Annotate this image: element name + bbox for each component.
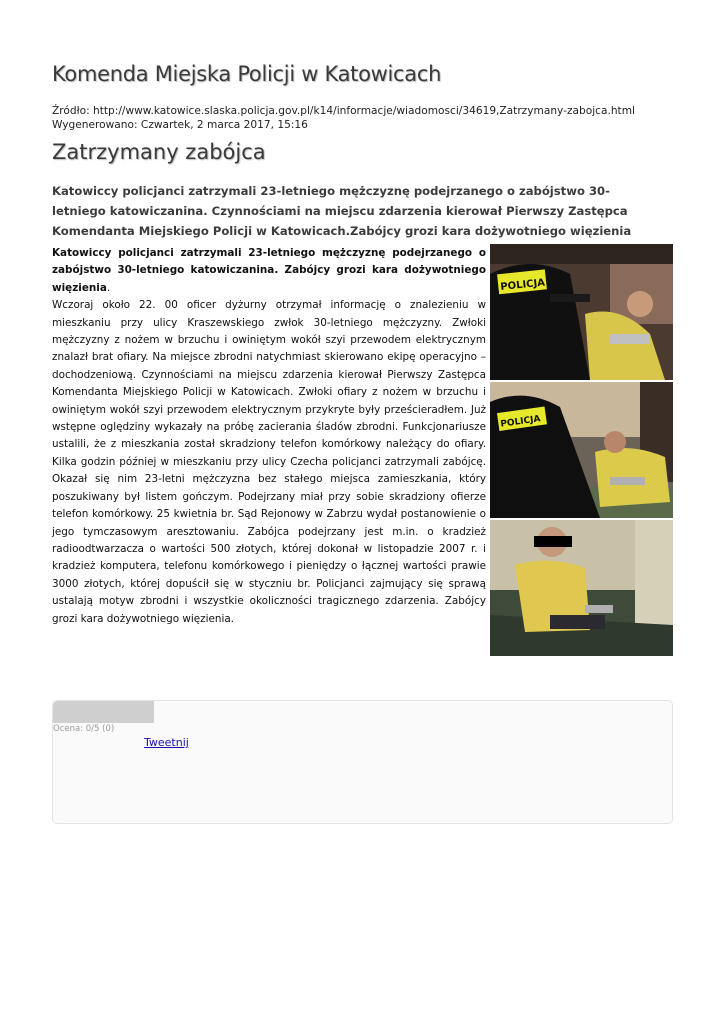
- article-body: [52, 245, 486, 628]
- photo-column: [490, 244, 673, 658]
- article-intro: [52, 245, 486, 297]
- police-label-2: POLICJA: [499, 414, 542, 430]
- site-title: Komenda Miejska Policji w Katowicach: [52, 62, 442, 86]
- photo-arrest-2[interactable]: [490, 382, 673, 518]
- article-title: Zatrzymany zabójca: [52, 140, 266, 164]
- source-url: Źródło: http://www.katowice.slaska.policja.gov.pl/k14/informacje/wiadomosci/34619,Zatrzymany-zabojca.html: [52, 105, 635, 117]
- generated-date: Wygenerowano: Czwartek, 2 marca 2017, 15:16: [52, 119, 308, 131]
- rating-stars[interactable]: [53, 701, 154, 723]
- intro-end: .: [106, 281, 111, 294]
- article-paragraph: Wczoraj około 22. 00 oficer dyżurny otrzymał informację o znalezieniu w mieszkaniu przy ulicy Kraszewskiego zwłok 30-letniego mężczyzny. Zwłoki mężczyzny z nożem w brzuchu i owiniętym wokół szyi przewodem elektrycznym znalazł brat ofiary. Na miejsce zbrodni natychmiast skierowano ekipę operacyjno – dochodzeniową. Czynnościami na miejscu zdarzenia kierował Pierwszy Zastępca Komendanta Miejskiego Policji w Katowicach. Zwłoki ofiary z nożem w brzuchu i owiniętym wokół szyi przewodem elektrycznym przykryte były prześcieradłem. Już wstępne oględziny wykazały na próbę zacierania śladów zbrodni. Funkcjonariusze ustalili, że z mieszkania został skradziony telefon komórkowy należący do ofiary. Kilka godzin później w mieszkaniu przy ulicy Czecha policjanci zatrzymali zabójcę. Okazał się nim 23-letni mężczyzna bez stałego miejsca zamieszkania, który poszukiwany był listem gończym. Podejrzany miał przy sobie skradziony ofierze telefon komórkowy. 25 kwietnia br. Sąd Rejonowy w Zabrzu wydał postanowienie o jego tymczasowym aresztowaniu. Zabójca podejrzany jest m.in. o kradzież radioodtwarzacza o wartości 500 złotych, której dokonał w listopadzie 2007 r. i kradzież komputera, telefonu komórkowego i pieniędzy o łącznej wartości prawie 3000 złotych, której dopuścił się w styczniu br. Policjanci zajmujący się sprawą ustalają motyw zbrodni i wszystkie okoliczności tragicznego zdarzenia. Zabójcy grozi kara dożywotniego więzienia.: [52, 299, 486, 625]
- intro-bold: Katowiccy policjanci zatrzymali 23-letniego mężczyznę podejrzanego o zabójstwo 30-letniego katowiczanina. Zabójcy grozi kara dożywotniego więzienia: [52, 247, 486, 294]
- rating-panel: [52, 700, 673, 824]
- rating-label: Ocena: 0/5 (0): [53, 724, 115, 734]
- meta-info: [52, 104, 635, 132]
- tweet-link[interactable]: Tweetnij: [144, 736, 189, 749]
- photo-detainee[interactable]: [490, 520, 673, 656]
- photo-arrest-1[interactable]: [490, 244, 673, 380]
- article-lead: Katowiccy policjanci zatrzymali 23-letniego mężczyznę podejrzanego o zabójstwo 30-letniego katowiczanina. Czynnościami na miejscu zdarzenia kierował Pierwszy Zastępca Komendanta Miejskiego Policji w Katowicach.Zabójcy grozi kara dożywotniego więzienia: [52, 184, 632, 238]
- police-label: POLICJA: [499, 277, 546, 294]
